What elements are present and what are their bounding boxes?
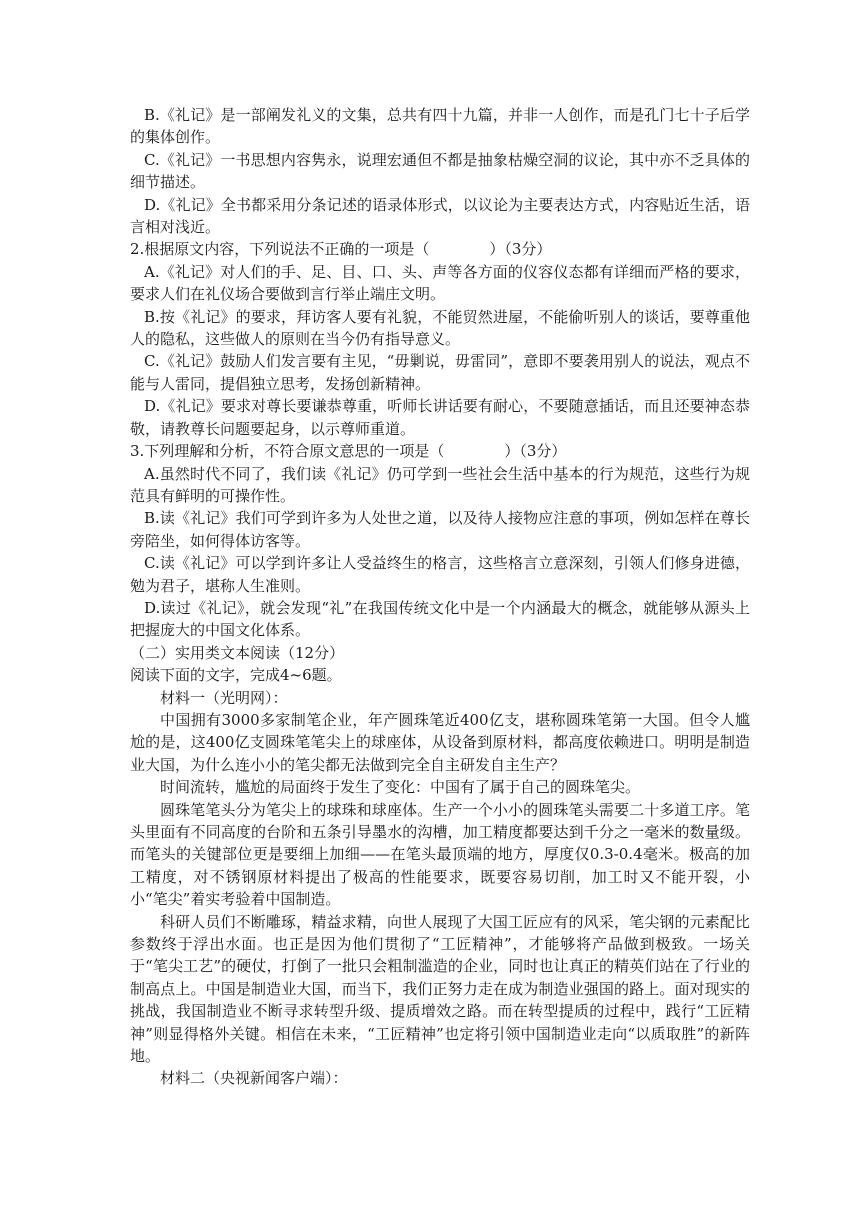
- q1-option-b: B.《礼记》是一部阐发礼义的文集，总共有四十九篇，并非一人创作，而是孔门七十子后学的集体创作。: [130, 106, 750, 147]
- material-1-paragraph: 科研人员们不断雕琢，精益求精，向世人展现了大国工匠应有的风采，笔尖钢的元素配比参数终于浮出水面。也正是因为他们贯彻了“工匠精神”，才能够将产品做到极致。一场关于“笔尖工艺”的硬仗，打倒了一批只会粗制滥造的企业，同时也让真正的精英们站在了行业的制高点上。中国是制造业大国，而当下，我们正努力走在成为制造业强国的路上。面对现实的挑战，我国制造业不断寻求转型升级、提质增效之路。而在转型提质的过程中，践行“工匠精神”则显得格外关键。相信在未来，“工匠精神”也定将引领中国制造业走向“以质取胜”的新阵地。: [130, 912, 750, 1066]
- material-1-paragraph: 中国拥有3000多家制笔企业，年产圆珠笔近400亿支，堪称圆珠笔第一大国。但令人尴尬的是，这400亿支圆珠笔笔尖上的球座体，从设备到原材料，都高度依赖进口。明明是制造业大国，为什么连小小的笔尖都无法做到完全自主研发自主生产？: [130, 710, 750, 774]
- q2-option-a: A.《礼记》对人们的手、足、目、口、头、声等各方面的仪容仪态都有详细而严格的要求，要求人们在礼仪场合要做到言行举止端庄文明。: [130, 262, 750, 304]
- q3-option-c: C.读《礼记》可以学到许多让人受益终生的格言，这些格言立意深刻，引领人们修身进德，勉为君子，堪称人生准则。: [130, 554, 750, 595]
- section-2-instruction: 阅读下面的文字，完成4~6题。: [130, 666, 342, 685]
- q2-option-b: B.按《礼记》的要求，拜访客人要有礼貌，不能贸然进屋，不能偷听别人的谈话，要尊重他人的隐私，这些做人的原则在当今仍有指导意义。: [130, 307, 750, 349]
- document-body: [130, 104, 750, 1090]
- material-2-title: 材料二（央视新闻客户端）：: [160, 1069, 348, 1088]
- q3-option-d: D.读过《礼记》，就会发现“礼”在我国传统文化中是一个内涵最大的概念，就能够从源头上把握庞大的中国文化体系。: [130, 598, 750, 640]
- question-2-stem: 2.根据原文内容，下列说法不正确的一项是（ ）（3分）: [130, 240, 552, 259]
- q2-option-c: C.《礼记》鼓励人们发言要有主见，“毋剿说，毋雷同”，意即不要袭用别人的说法，观点不能与人雷同，提倡独立思考，发扬创新精神。: [130, 352, 750, 393]
- material-1-paragraph: 时间流转，尴尬的局面终于发生了变化：中国有了属于自己的圆珠笔尖。: [160, 778, 641, 797]
- section-2-heading: （二）实用类文本阅读（12分）: [130, 643, 345, 662]
- q3-option-b: B.读《礼记》我们可学到许多为人处世之道，以及待人接物应注意的事项，例如怎样在尊长旁陪坐，如何得体访客等。: [130, 509, 750, 550]
- question-3-stem: 3.下列理解和分析，不符合原文意思的一项是（ ）（3分）: [130, 442, 567, 461]
- q1-option-c: C.《礼记》一书思想内容隽永，说理宏通但不都是抽象枯燥空洞的议论，其中亦不乏具体的细节描述。: [130, 150, 750, 192]
- q2-option-d: D.《礼记》要求对尊长要谦恭尊重，听师长讲话要有耐心，不要随意插话，而且还要神态恭敬，请教尊长问题要起身，以示尊师重道。: [130, 397, 750, 438]
- material-1-paragraph: 圆珠笔笔头分为笔尖上的球珠和球座体。生产一个小小的圆珠笔头需要二十多道工序。笔头里面有不同高度的台阶和五条引导墨水的沟槽，加工精度都要达到千分之一毫米的数量级。而笔头的关键部位更是要细上加细——在笔头最顶端的地方，厚度仅0.3-0.4毫米。极高的加工精度，对不锈钢原材料提出了极高的性能要求，既要容易切削，加工时又不能开裂，小小“笔尖”着实考验着中国制造。: [130, 800, 750, 909]
- q3-option-a: A.虽然时代不同了，我们读《礼记》仍可学到一些社会生活中基本的行为规范，这些行为规范具有鲜明的可操作性。: [130, 464, 750, 505]
- material-1-title: 材料一（光明网）：: [160, 688, 288, 707]
- q1-option-d: D.《礼记》全书都采用分条记述的语录体形式，以议论为主要表达方式，内容贴近生活，语言相对浅近。: [130, 195, 750, 237]
